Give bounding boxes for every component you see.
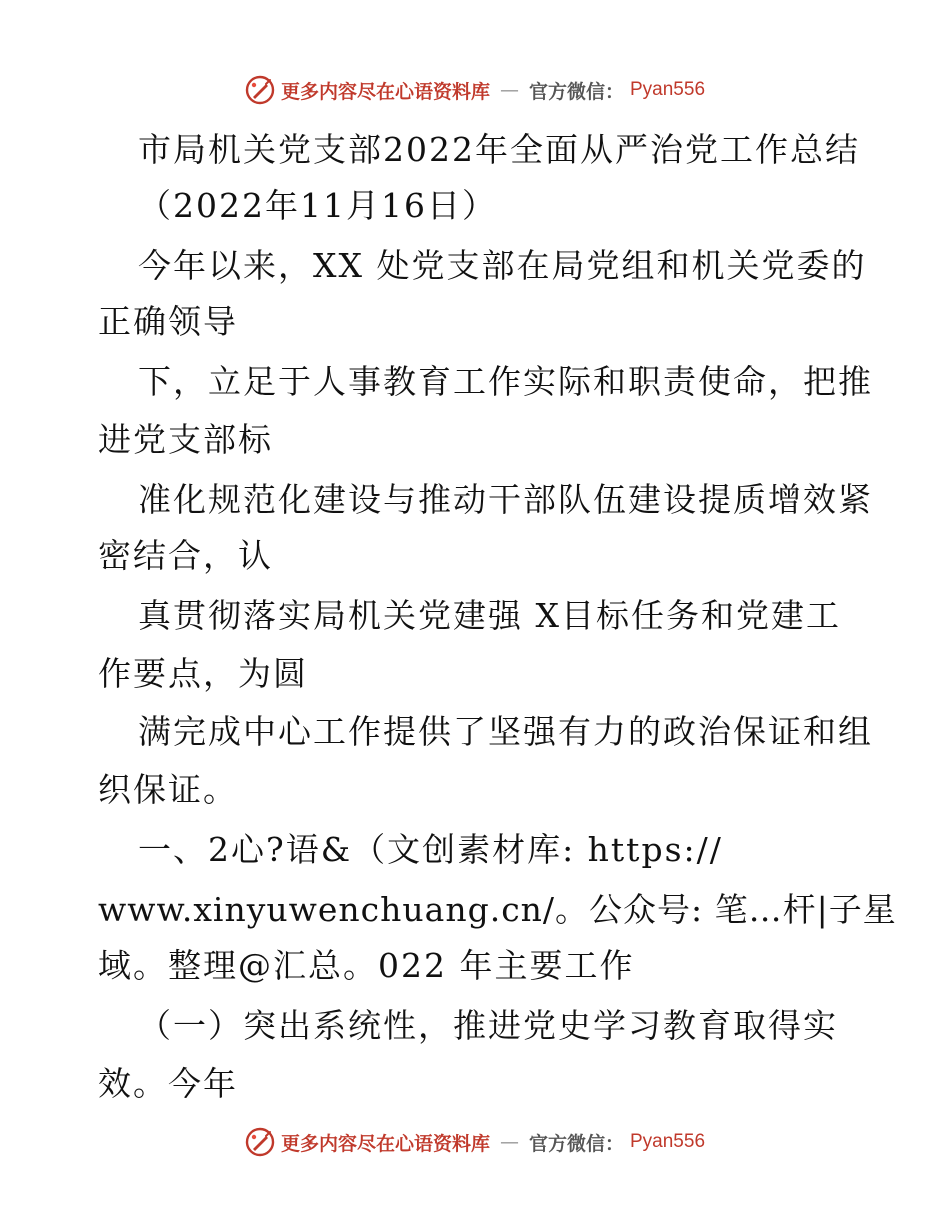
quill-logo-icon [245, 75, 275, 105]
watermark-contact-label: 官方微信： [528, 1132, 624, 1155]
paragraph-line: 效。今年 [98, 1064, 238, 1103]
paragraph-line: 域。整理@汇总。022 年主要工作 [98, 946, 635, 985]
watermark-main-text: 更多内容尽在心语资料库 [280, 80, 490, 103]
subsection-heading: （一）突出系统性，推进党史学习教育取得实 [138, 1006, 838, 1045]
watermark-dash: — [499, 79, 519, 101]
paragraph-line: www.xinyuwenchuang.cn/。公众号: 笔…杆|子星 [98, 890, 897, 929]
document-date: （2022年11月16日） [138, 186, 497, 225]
paragraph-line: 进党支部标 [98, 420, 273, 459]
paragraph-line: 密结合，认 [98, 536, 273, 575]
watermark-contact-label: 官方微信： [528, 80, 624, 103]
paragraph-line: 今年以来，XX 处党支部在局党组和机关党委的 [138, 246, 867, 285]
paragraph-line: 作要点，为圆 [98, 654, 308, 693]
quill-logo-icon [245, 1127, 275, 1157]
section-heading: 一、2心?语&（文创素材库: https:// [138, 830, 723, 869]
paragraph-line: 下，立足于人事教育工作实际和职责使命，把推 [138, 362, 873, 401]
watermark-wechat-id: Pyan556 [630, 79, 706, 100]
document-title: 市局机关党支部2022年全面从严治党工作总结 [138, 130, 860, 169]
paragraph-line: 正确领导 [98, 302, 238, 341]
watermark-wechat-id: Pyan556 [630, 1131, 706, 1152]
watermark-main-text: 更多内容尽在心语资料库 [280, 1132, 490, 1155]
paragraph-line: 织保证。 [98, 770, 238, 809]
paragraph-line: 准化规范化建设与推动干部队伍建设提质增效紧 [138, 480, 873, 519]
watermark-header [0, 70, 950, 110]
paragraph-line: 真贯彻落实局机关党建强 X目标任务和党建工 [138, 596, 841, 635]
watermark-footer [0, 1122, 950, 1162]
watermark-dash: — [499, 1131, 519, 1153]
paragraph-line: 满完成中心工作提供了坚强有力的政治保证和组 [138, 712, 873, 751]
